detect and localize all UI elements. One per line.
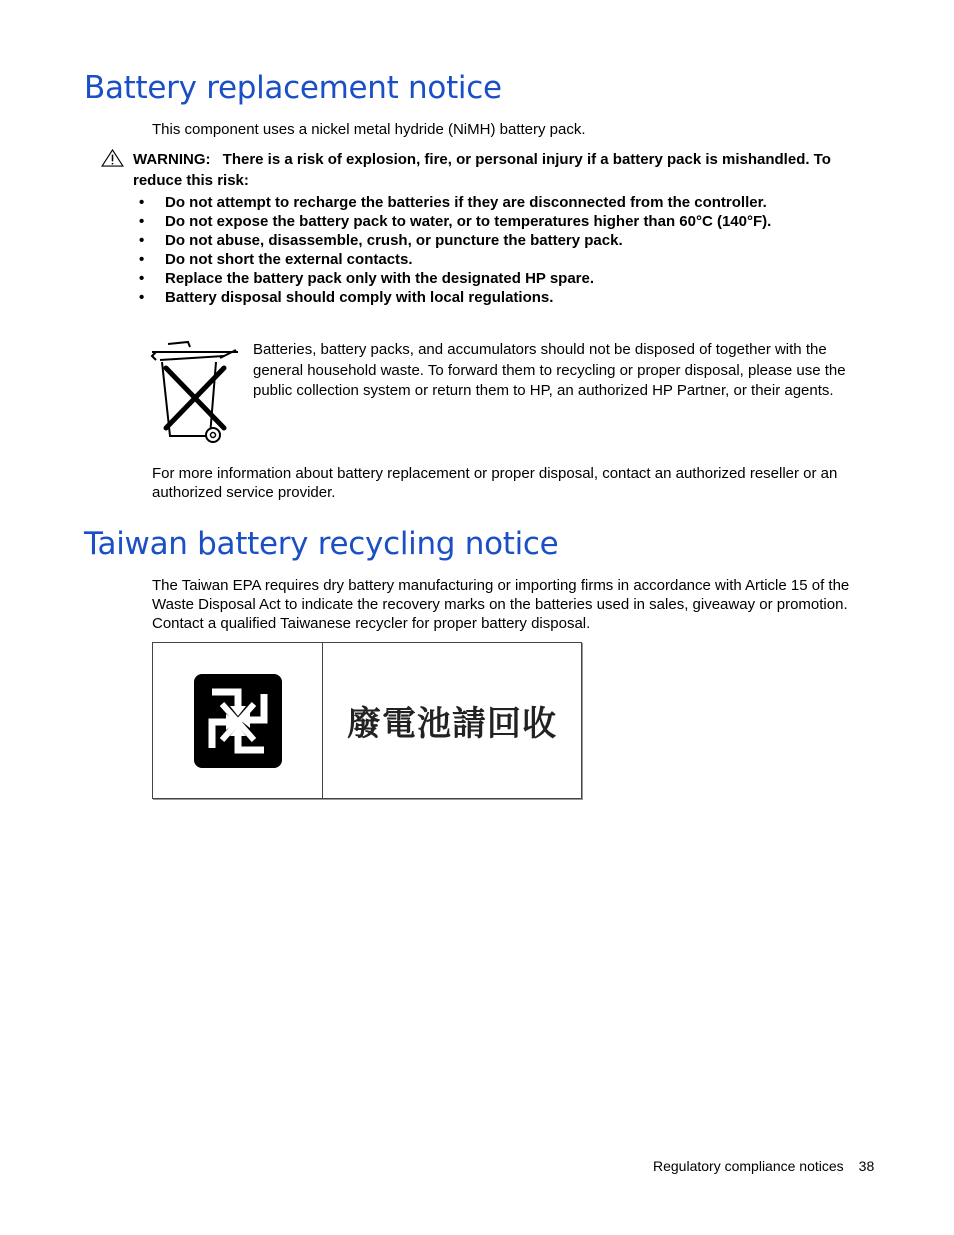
list-item: • Do not short the external contacts. xyxy=(139,251,413,268)
page-number: 38 xyxy=(858,1158,875,1174)
taiwan-recycling-mark-icon xyxy=(192,672,284,770)
section-title-battery-replacement: Battery replacement notice xyxy=(84,70,502,106)
list-item: • Do not expose the battery pack to water, or to temperatures higher than 60°C (140°F). xyxy=(139,213,772,230)
page-footer xyxy=(653,1158,874,1174)
crossed-out-wheelie-bin-icon xyxy=(150,338,240,446)
list-item: • Do not abuse, disassemble, crush, or puncture the battery pack. xyxy=(139,232,623,249)
warning-list xyxy=(137,193,877,307)
footer-section: Regulatory compliance notices xyxy=(653,1158,844,1174)
list-item: • Battery disposal should comply with local regulations. xyxy=(139,289,554,306)
section-title-taiwan-recycling: Taiwan battery recycling notice xyxy=(84,526,559,562)
list-item: • Do not attempt to recharge the batteries if they are disconnected from the controller. xyxy=(139,194,767,211)
battery-intro: This component uses a nickel metal hydride (NiMH) battery pack. xyxy=(152,121,586,138)
taiwan-chinese-text: 廢電池請回收 xyxy=(347,704,557,744)
warning-heading xyxy=(133,149,853,191)
more-info-text: For more information about battery replacement or proper disposal, contact an authorized reseller or an authorized service provider. xyxy=(152,465,838,501)
list-item: • Replace the battery pack only with the designated HP spare. xyxy=(139,270,595,287)
recycle-mark-cell xyxy=(153,643,323,798)
disposal-notice: Batteries, battery packs, and accumulators should not be disposed of together with the general household waste. To forward them to recycling or proper disposal, please use the public collection system or return them to HP, an authorized HP Partner, or their agents. xyxy=(253,341,846,399)
taiwan-recycling-mark-table xyxy=(152,642,582,799)
warning-text: There is a risk of explosion, fire, or personal injury if a battery pack is mishandled. To reduce this risk: xyxy=(133,151,831,189)
warning-label: WARNING: xyxy=(133,151,211,168)
chinese-text-cell xyxy=(323,643,581,798)
warning-triangle-icon xyxy=(101,149,124,167)
taiwan-text: The Taiwan EPA requires dry battery manufacturing or importing firms in accordance with Article 15 of the Waste Disposal Act to indicate the recovery marks on the batteries used in sales, giveaway or promotion. Contact a qualified Taiwanese recycler for proper battery disposal. xyxy=(152,577,850,632)
